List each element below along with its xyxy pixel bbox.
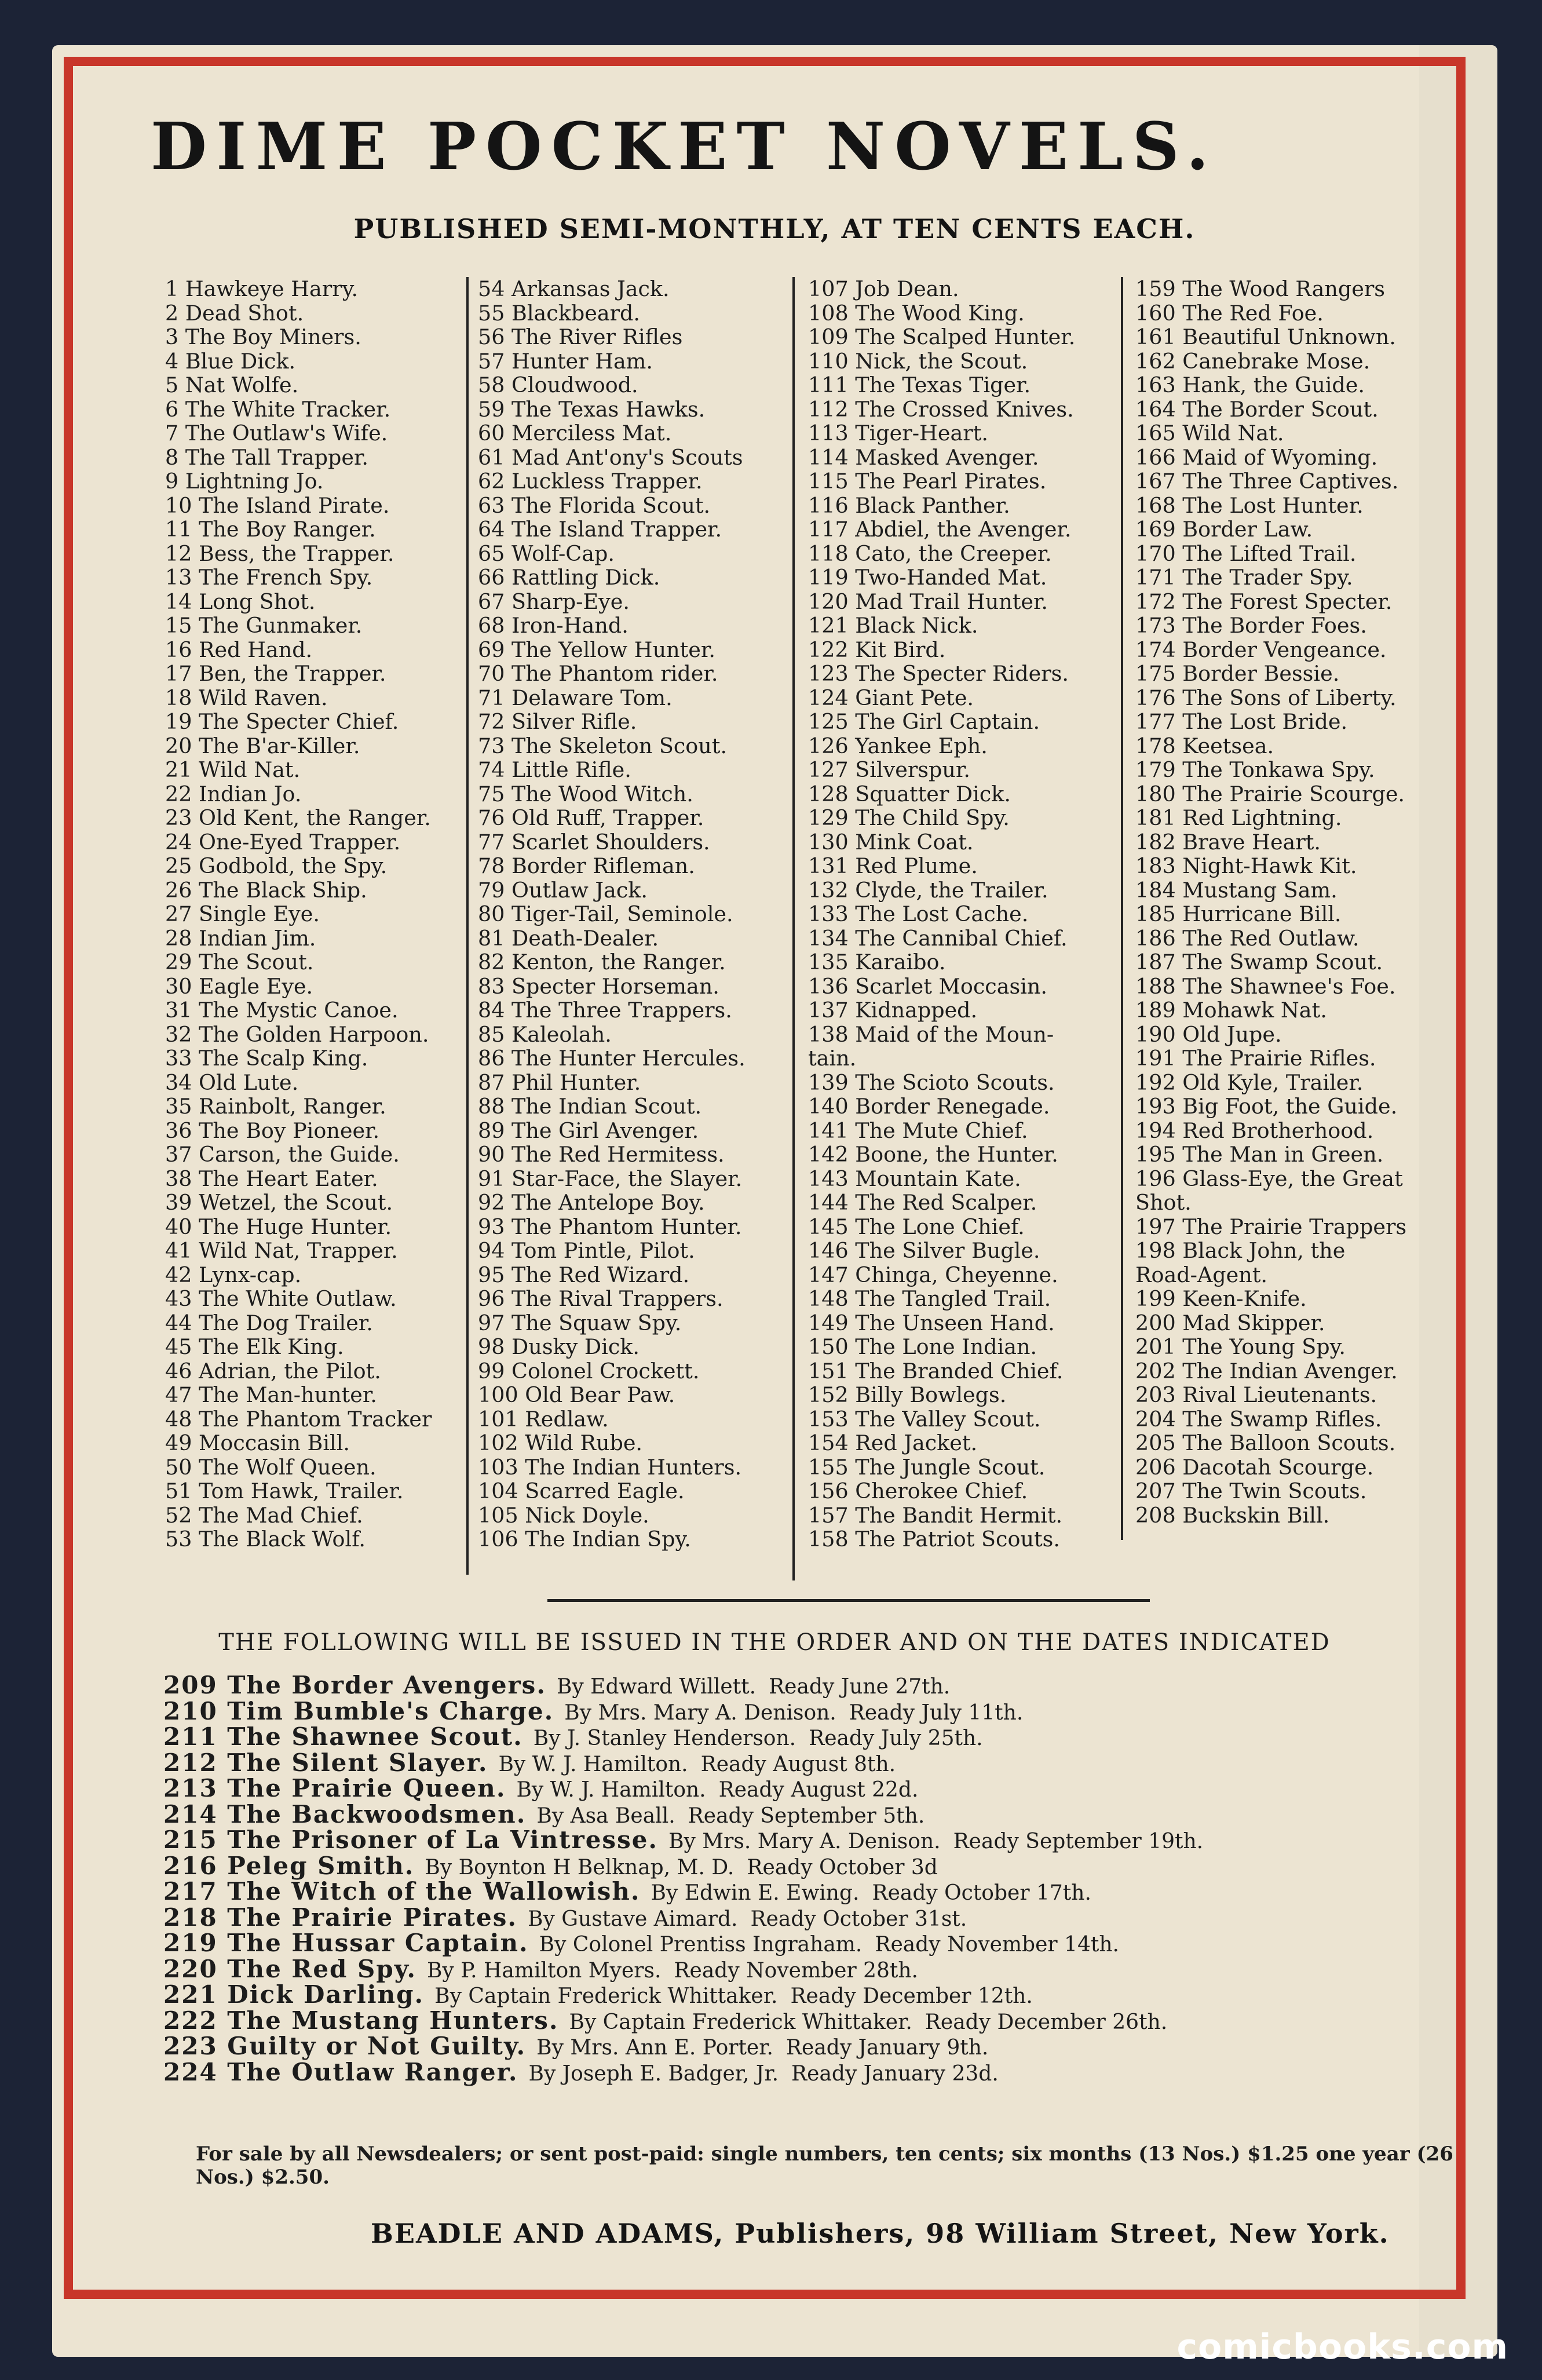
title-list-item: 21 Wild Nat.: [165, 757, 301, 782]
title-list-item: 123 The Specter Riders.: [808, 661, 1069, 686]
title-list-item: 142 Boone, the Hunter.: [808, 1142, 1058, 1167]
title-list-item: tain.: [808, 1046, 857, 1071]
section-divider: [547, 1599, 1150, 1602]
title-list-item: 131 Red Plume.: [808, 853, 978, 878]
title-list-item: 141 The Mute Chief.: [808, 1118, 1028, 1143]
title-list-item: 105 Nick Doyle.: [478, 1502, 649, 1528]
upcoming-title: 222 The Mustang Hunters.: [163, 2006, 559, 2035]
title-list-item: 163 Hank, the Guide.: [1135, 373, 1365, 397]
title-list-item: 12 Bess, the Trapper.: [165, 541, 394, 566]
upcoming-title: 209 The Border Avengers.: [163, 1671, 546, 1699]
title-list-item: 3 The Boy Miners.: [165, 324, 361, 349]
title-list-item: 176 The Sons of Liberty.: [1135, 685, 1397, 710]
title-list-item: 87 Phil Hunter.: [478, 1069, 641, 1095]
title-list-item: 10 The Island Pirate.: [165, 492, 390, 518]
title-list-item: 70 The Phantom rider.: [478, 661, 718, 686]
title-list-item: 84 The Three Trappers.: [478, 998, 732, 1023]
upcoming-author: By Mrs. Mary A. Denison.: [668, 1830, 941, 1853]
title-list-item: 201 The Young Spy.: [1135, 1334, 1346, 1359]
title-list-item: 2 Dead Shot.: [165, 300, 304, 326]
title-list-item: 192 Old Kyle, Trailer.: [1135, 1069, 1364, 1095]
title-list-item: 58 Cloudwood.: [478, 373, 638, 397]
title-list-item: 36 The Boy Pioneer.: [165, 1118, 380, 1143]
title-list-item: 52 The Mad Chief.: [165, 1502, 363, 1528]
upcoming-author: By Captain Frederick Whittaker.: [434, 1984, 778, 2008]
title-list-item: 129 The Child Spy.: [808, 805, 1010, 830]
title-list-item: 37 Carson, the Guide.: [165, 1142, 400, 1167]
title-list-item: 6 The White Tracker.: [165, 396, 391, 422]
title-list-item: 181 Red Lightning.: [1135, 805, 1342, 830]
title-list-item: 134 The Cannibal Chief.: [808, 925, 1068, 951]
upcoming-author: By W. J. Hamilton.: [498, 1752, 688, 1776]
upcoming-item: [163, 1903, 1203, 1932]
upcoming-author: By Gustave Aimard.: [528, 1907, 738, 1931]
title-list-item: 148 The Tangled Trail.: [808, 1286, 1051, 1311]
title-list-item: 165 Wild Nat.: [1135, 421, 1284, 446]
title-list-item: 185 Hurricane Bill.: [1135, 901, 1342, 926]
title-list-item: 152 Billy Bowlegs.: [808, 1382, 1007, 1407]
title-list-item: 182 Brave Heart.: [1135, 829, 1321, 855]
title-list-column-4: [1135, 277, 1497, 1527]
title-list-item: 13 The French Spy.: [165, 565, 373, 590]
upcoming-ready-date: Ready July 11th.: [849, 1700, 1024, 1725]
upcoming-author: By W. J. Hamilton.: [516, 1778, 706, 1802]
title-list-item: 124 Giant Pete.: [808, 685, 974, 710]
title-list-item: 71 Delaware Tom.: [478, 685, 673, 710]
title-list-item: 145 The Lone Chief.: [808, 1214, 1025, 1239]
upcoming-ready-date: Ready November 14th.: [875, 1933, 1119, 1956]
title-list-item: 98 Dusky Dick.: [478, 1334, 640, 1359]
title-list-item: 51 Tom Hawk, Trailer.: [165, 1479, 404, 1503]
title-list-item: 62 Luckless Trapper.: [478, 469, 703, 494]
title-list-item: 11 The Boy Ranger.: [165, 517, 376, 542]
title-list-item: 73 The Skeleton Scout.: [478, 733, 728, 758]
title-list-item: 65 Wolf-Cap.: [478, 541, 615, 566]
title-list-item: 157 The Bandit Hermit.: [808, 1502, 1063, 1528]
title-list-item: 151 The Branded Chief.: [808, 1358, 1064, 1384]
title-list-item: 173 The Border Foes.: [1135, 613, 1367, 638]
title-list-item: 33 The Scalp King.: [165, 1046, 368, 1071]
title-list-item: 99 Colonel Crockett.: [478, 1358, 700, 1384]
title-list-item: 85 Kaleolah.: [478, 1021, 612, 1047]
title-list-item: 80 Tiger-Tail, Seminole.: [478, 901, 733, 926]
upcoming-title: 219 The Hussar Captain.: [163, 1929, 529, 1957]
title-list-item: 40 The Huge Hunter.: [165, 1214, 392, 1239]
title-list-item: 170 The Lifted Trail.: [1135, 541, 1357, 566]
upcoming-title: 224 The Outlaw Ranger.: [163, 2057, 518, 2086]
upcoming-title: 216 Peleg Smith.: [163, 1851, 415, 1880]
title-list-item: 95 The Red Wizard.: [478, 1262, 690, 1287]
title-list-item: 75 The Wood Witch.: [478, 781, 693, 806]
upcoming-author: By Edwin E. Ewing.: [651, 1881, 860, 1905]
title-list-item: 133 The Lost Cache.: [808, 901, 1029, 926]
title-list-item: 198 Black John, the: [1135, 1238, 1346, 1263]
title-list-item: 177 The Lost Bride.: [1135, 709, 1348, 734]
title-list-item: 172 The Forest Specter.: [1135, 589, 1393, 614]
title-list-item: 180 The Prairie Scourge.: [1135, 781, 1405, 806]
column-divider: [792, 277, 795, 1580]
title-list-item: 183 Night-Hawk Kit.: [1135, 853, 1357, 878]
title-list-item: 47 The Man-hunter.: [165, 1382, 377, 1407]
title-list-item: 205 The Balloon Scouts.: [1135, 1430, 1396, 1455]
upcoming-title: 210 Tim Bumble's Charge.: [163, 1696, 554, 1725]
upcoming-ready-date: Ready December 12th.: [790, 1984, 1033, 2008]
upcoming-ready-date: Ready July 25th.: [809, 1726, 983, 1750]
title-list-item: 100 Old Bear Paw.: [478, 1382, 675, 1407]
title-list-item: 113 Tiger-Heart.: [808, 421, 988, 446]
title-list-item: 83 Specter Horseman.: [478, 973, 719, 999]
title-list-item: 38 The Heart Eater.: [165, 1166, 378, 1191]
title-list-item: 169 Border Law.: [1135, 517, 1313, 542]
title-list-item: 162 Canebrake Mose.: [1135, 348, 1371, 374]
upcoming-author: By Mrs. Mary A. Denison.: [564, 1700, 836, 1725]
title-list-item: 171 The Trader Spy.: [1135, 565, 1353, 590]
title-list-item: 112 The Crossed Knives.: [808, 396, 1074, 422]
title-list-item: 60 Merciless Mat.: [478, 421, 672, 446]
title-list-item: 140 Border Renegade.: [808, 1094, 1050, 1119]
upcoming-heading: THE FOLLOWING WILL BE ISSUED IN THE ORDER AND ON THE DATES INDICATED: [218, 1629, 1331, 1656]
title-list-item: 92 The Antelope Boy.: [478, 1190, 705, 1215]
title-list-item: 189 Mohawk Nat.: [1135, 998, 1327, 1023]
title-list-item: 149 The Unseen Hand.: [808, 1310, 1055, 1335]
title-list-item: 4 Blue Dick.: [165, 348, 296, 374]
title-list-item: 174 Border Vengeance.: [1135, 637, 1387, 662]
upcoming-ready-date: Ready October 3d: [747, 1855, 938, 1879]
upcoming-author: By J. Stanley Henderson.: [533, 1726, 796, 1750]
title-list-item: 16 Red Hand.: [165, 637, 313, 662]
title-list-item: 20 The B'ar-Killer.: [165, 733, 360, 758]
title-list-item: 93 The Phantom Hunter.: [478, 1214, 742, 1239]
title-list-item: 22 Indian Jo.: [165, 781, 302, 806]
title-list-item: 59 The Texas Hawks.: [478, 396, 706, 422]
title-list-item: 159 The Wood Rangers: [1135, 276, 1386, 301]
upcoming-ready-date: Ready September 5th.: [688, 1804, 925, 1828]
title-list-item: 15 The Gunmaker.: [165, 613, 363, 638]
upcoming-author: By Boynton H Belknap, M. D.: [425, 1855, 735, 1879]
title-list-item: 191 The Prairie Rifles.: [1135, 1046, 1376, 1071]
title-list-item: 199 Keen-Knife.: [1135, 1286, 1307, 1311]
title-list-item: 143 Mountain Kate.: [808, 1166, 1021, 1191]
title-list-item: 102 Wild Rube.: [478, 1430, 643, 1455]
title-list-column-3: [808, 277, 1144, 1552]
title-list-item: 64 The Island Trapper.: [478, 517, 722, 542]
title-list-item: 78 Border Rifleman.: [478, 853, 695, 878]
upcoming-ready-date: Ready January 9th.: [785, 2036, 989, 2060]
masthead-title: DIME POCKET NOVELS.: [151, 109, 1218, 185]
title-list-item: 27 Single Eye.: [165, 901, 320, 926]
title-list-item: 146 The Silver Bugle.: [808, 1238, 1040, 1263]
title-list-item: 164 The Border Scout.: [1135, 396, 1379, 422]
upcoming-title: 223 Guilty or Not Guilty.: [163, 2032, 527, 2060]
upcoming-author: By Mrs. Ann E. Porter.: [536, 2036, 773, 2060]
title-list-item: 128 Squatter Dick.: [808, 781, 1011, 806]
title-list-item: 56 The River Rifles: [478, 324, 683, 349]
title-list-item: 109 The Scalped Hunter.: [808, 324, 1076, 349]
title-list-item: 119 Two-Handed Mat.: [808, 565, 1047, 590]
title-list-item: 195 The Man in Green.: [1135, 1142, 1384, 1167]
title-list-item: 35 Rainbolt, Ranger.: [165, 1094, 386, 1119]
title-list-item: 89 The Girl Avenger.: [478, 1118, 699, 1143]
title-list-item: 9 Lightning Jo.: [165, 469, 324, 494]
title-list-item: 94 Tom Pintle, Pilot.: [478, 1238, 695, 1263]
upcoming-title: 220 The Red Spy.: [163, 1954, 416, 1983]
upcoming-title: 212 The Silent Slayer.: [163, 1748, 488, 1777]
title-list-item: 155 The Jungle Scout.: [808, 1454, 1046, 1480]
upcoming-item: [163, 1722, 1203, 1751]
title-list-item: 69 The Yellow Hunter.: [478, 637, 715, 662]
title-list-item: 186 The Red Outlaw.: [1135, 925, 1360, 951]
title-list-item: 86 The Hunter Hercules.: [478, 1046, 746, 1071]
upcoming-ready-date: Ready December 26th.: [925, 2010, 1168, 2034]
title-list-item: 31 The Mystic Canoe.: [165, 998, 399, 1023]
upcoming-item: [163, 1748, 1203, 1777]
upcoming-item: [163, 1851, 1203, 1880]
title-list-item: 158 The Patriot Scouts.: [808, 1527, 1060, 1552]
title-list-item: 136 Scarlet Moccasin.: [808, 973, 1047, 999]
title-list-item: 29 The Scout.: [165, 950, 314, 974]
title-list-item: 188 The Shawnee's Foe.: [1135, 973, 1396, 999]
title-list-item: Shot.: [1135, 1190, 1192, 1215]
title-list-column-2: [478, 277, 814, 1552]
watermark-text: comicbooks.com: [1176, 2327, 1508, 2367]
title-list-item: 135 Karaibo.: [808, 950, 946, 974]
title-list-item: Road-Agent.: [1135, 1262, 1268, 1287]
upcoming-title: 213 The Prairie Queen.: [163, 1774, 506, 1802]
title-list-item: 166 Maid of Wyoming.: [1135, 444, 1378, 470]
title-list-item: 25 Godbold, the Spy.: [165, 853, 388, 878]
title-list-item: 184 Mustang Sam.: [1135, 877, 1338, 903]
title-list-item: 34 Old Lute.: [165, 1069, 299, 1095]
title-list-item: 196 Glass-Eye, the Great: [1135, 1166, 1403, 1191]
title-list-item: 76 Old Ruff, Trapper.: [478, 805, 704, 830]
title-list-item: 156 Cherokee Chief.: [808, 1479, 1028, 1503]
title-list-item: 115 The Pearl Pirates.: [808, 469, 1047, 494]
title-list-item: 39 Wetzel, the Scout.: [165, 1190, 393, 1215]
title-list-item: 63 The Florida Scout.: [478, 492, 711, 518]
upcoming-author: By Captain Frederick Whittaker.: [569, 2010, 912, 2034]
upcoming-author: By Joseph E. Badger, Jr.: [528, 2061, 779, 2086]
title-list-item: 200 Mad Skipper.: [1135, 1310, 1325, 1335]
title-list-item: 111 The Texas Tiger.: [808, 373, 1031, 397]
upcoming-author: By Asa Beall.: [536, 1804, 675, 1828]
title-list-item: 108 The Wood King.: [808, 300, 1025, 326]
title-list-item: 103 The Indian Hunters.: [478, 1454, 742, 1480]
column-divider: [466, 277, 469, 1575]
upcoming-title: 218 The Prairie Pirates.: [163, 1903, 518, 1932]
title-list-item: 117 Abdiel, the Avenger.: [808, 517, 1072, 542]
title-list-item: 28 Indian Jim.: [165, 925, 316, 951]
title-list-item: 97 The Squaw Spy.: [478, 1310, 682, 1335]
title-list-item: 179 The Tonkawa Spy.: [1135, 757, 1375, 782]
upcoming-ready-date: Ready November 28th.: [674, 1958, 918, 1983]
title-list-item: 130 Mink Coat.: [808, 829, 974, 855]
title-list-item: 118 Cato, the Creeper.: [808, 541, 1052, 566]
upcoming-ready-date: Ready October 17th.: [872, 1881, 1091, 1905]
title-list-item: 55 Blackbeard.: [478, 300, 641, 326]
title-list-item: 153 The Valley Scout.: [808, 1406, 1041, 1432]
title-list-item: 88 The Indian Scout.: [478, 1094, 702, 1119]
upcoming-item: [163, 1799, 1203, 1828]
title-list-item: 8 The Tall Trapper.: [165, 444, 369, 470]
title-list-item: 77 Scarlet Shoulders.: [478, 829, 710, 855]
upcoming-list: [163, 1673, 1203, 2086]
title-list-item: 90 The Red Hermitess.: [478, 1142, 725, 1167]
title-list-item: 175 Border Bessie.: [1135, 661, 1340, 686]
title-list-item: 168 The Lost Hunter.: [1135, 492, 1364, 518]
title-list-item: 116 Black Panther.: [808, 492, 1010, 518]
title-list-item: 107 Job Dean.: [808, 276, 959, 301]
title-list-item: 154 Red Jacket.: [808, 1430, 978, 1455]
upcoming-item: [163, 2034, 1203, 2060]
upcoming-item: [163, 1931, 1203, 1957]
title-list-item: 208 Buckskin Bill.: [1135, 1502, 1330, 1528]
title-list-item: 202 The Indian Avenger.: [1135, 1358, 1398, 1384]
upcoming-item: [163, 1776, 1203, 1802]
title-list-item: 104 Scarred Eagle.: [478, 1479, 685, 1503]
title-list-item: 61 Mad Ant'ony's Scouts: [478, 444, 743, 470]
title-list-item: 120 Mad Trail Hunter.: [808, 589, 1048, 614]
title-list-item: 32 The Golden Harpoon.: [165, 1021, 429, 1047]
title-list-item: 82 Kenton, the Ranger.: [478, 950, 726, 974]
title-list-item: 43 The White Outlaw.: [165, 1286, 397, 1311]
title-list-item: 79 Outlaw Jack.: [478, 877, 648, 903]
title-list-item: 57 Hunter Ham.: [478, 348, 653, 374]
upcoming-item: [163, 1673, 1203, 1699]
title-list-item: 54 Arkansas Jack.: [478, 276, 670, 301]
column-divider: [1121, 277, 1123, 1540]
title-list-item: 18 Wild Raven.: [165, 685, 328, 710]
title-list-column-1: [165, 277, 501, 1552]
upcoming-author: By P. Hamilton Myers.: [426, 1958, 662, 1983]
upcoming-item: [163, 1696, 1203, 1725]
title-list-item: 5 Nat Wolfe.: [165, 373, 299, 397]
title-list-item: 139 The Scioto Scouts.: [808, 1069, 1055, 1095]
upcoming-title: 214 The Backwoodsmen.: [163, 1799, 527, 1828]
upcoming-item: [163, 2006, 1203, 2035]
title-list-item: 24 One-Eyed Trapper.: [165, 829, 401, 855]
upcoming-author: By Edward Willett.: [556, 1675, 757, 1699]
upcoming-title: 217 The Witch of the Wallowish.: [163, 1877, 641, 1906]
title-list-item: 187 The Swamp Scout.: [1135, 950, 1383, 974]
title-list-item: 167 The Three Captives.: [1135, 469, 1399, 494]
upcoming-author: By Colonel Prentiss Ingraham.: [539, 1933, 863, 1956]
title-list-item: 114 Masked Avenger.: [808, 444, 1039, 470]
title-list-item: 44 The Dog Trailer.: [165, 1310, 373, 1335]
title-list-item: 203 Rival Lieutenants.: [1135, 1382, 1377, 1407]
title-list-item: 23 Old Kent, the Ranger.: [165, 805, 431, 830]
title-list-item: 30 Eagle Eye.: [165, 973, 313, 999]
title-list-item: 207 The Twin Scouts.: [1135, 1479, 1367, 1503]
title-list-item: 42 Lynx-cap.: [165, 1262, 302, 1287]
upcoming-ready-date: Ready September 19th.: [953, 1830, 1204, 1853]
publisher-line: BEADLE AND ADAMS, Publishers, 98 William Street, New York.: [371, 2218, 1390, 2249]
title-list-item: 125 The Girl Captain.: [808, 709, 1040, 734]
title-list-item: 50 The Wolf Queen.: [165, 1454, 377, 1480]
title-list-item: 121 Black Nick.: [808, 613, 978, 638]
title-list-item: 53 The Black Wolf.: [165, 1527, 366, 1552]
title-list-item: 17 Ben, the Trapper.: [165, 661, 386, 686]
upcoming-item: [163, 1980, 1203, 2009]
title-list-item: 197 The Prairie Trappers: [1135, 1214, 1407, 1239]
title-list-item: 206 Dacotah Scourge.: [1135, 1454, 1374, 1480]
title-list-item: 26 The Black Ship.: [165, 877, 367, 903]
sale-notice: For sale by all Newsdealers; or sent post-paid: single numbers, ten cents; six months (13 Nos.) $1.25 one year (26 Nos.) $2.50.: [196, 2142, 1453, 2189]
upcoming-title: 221 Dick Darling.: [163, 1980, 425, 2009]
title-list-item: 161 Beautiful Unknown.: [1135, 324, 1396, 349]
upcoming-item: [163, 1879, 1203, 1906]
title-list-item: 110 Nick, the Scout.: [808, 348, 1028, 374]
title-list-item: 49 Moccasin Bill.: [165, 1430, 350, 1455]
title-list-item: 72 Silver Rifle.: [478, 709, 637, 734]
title-list-item: 101 Redlaw.: [478, 1406, 609, 1432]
masthead-subtitle: PUBLISHED SEMI-MONTHLY, AT TEN CENTS EACH.: [353, 213, 1196, 244]
title-list-item: 46 Adrian, the Pilot.: [165, 1358, 381, 1384]
title-list-item: 68 Iron-Hand.: [478, 613, 629, 638]
upcoming-ready-date: Ready August 22d.: [718, 1778, 919, 1802]
title-list-item: 150 The Lone Indian.: [808, 1334, 1037, 1359]
title-list-item: 96 The Rival Trappers.: [478, 1286, 724, 1311]
title-list-item: 178 Keetsea.: [1135, 733, 1274, 758]
upcoming-item: [163, 1954, 1203, 1983]
title-list-item: 66 Rattling Dick.: [478, 565, 660, 590]
title-list-item: 67 Sharp-Eye.: [478, 589, 630, 614]
title-list-item: 91 Star-Face, the Slayer.: [478, 1166, 743, 1191]
title-list-item: 190 Old Jupe.: [1135, 1021, 1282, 1047]
title-list-item: 204 The Swamp Rifles.: [1135, 1406, 1382, 1432]
upcoming-ready-date: Ready August 8th.: [700, 1752, 896, 1776]
title-list-item: 45 The Elk King.: [165, 1334, 344, 1359]
title-list-item: 14 Long Shot.: [165, 589, 316, 614]
upcoming-title: 215 The Prisoner of La Vintresse.: [163, 1826, 659, 1854]
upcoming-item: [163, 2057, 1203, 2086]
upcoming-ready-date: Ready January 23d.: [791, 2061, 999, 2086]
title-list-item: 127 Silverspur.: [808, 757, 970, 782]
title-list-item: 41 Wild Nat, Trapper.: [165, 1238, 398, 1263]
title-list-item: 160 The Red Foe.: [1135, 300, 1324, 326]
upcoming-ready-date: Ready October 31st.: [750, 1907, 967, 1931]
title-list-item: 122 Kit Bird.: [808, 637, 946, 662]
title-list-item: 7 The Outlaw's Wife.: [165, 421, 388, 446]
back-cover-page: [52, 45, 1497, 2357]
title-list-item: 81 Death-Dealer.: [478, 925, 659, 951]
title-list-item: 48 The Phantom Tracker: [165, 1406, 432, 1432]
title-list-item: 138 Maid of the Moun-: [808, 1021, 1054, 1047]
title-list-item: 137 Kidnapped.: [808, 998, 978, 1023]
title-list-item: 106 The Indian Spy.: [478, 1527, 691, 1552]
title-list-item: 193 Big Foot, the Guide.: [1135, 1094, 1398, 1119]
title-list-item: 1 Hawkeye Harry.: [165, 276, 359, 301]
title-list-item: 132 Clyde, the Trailer.: [808, 877, 1048, 903]
title-list-item: 74 Little Rifle.: [478, 757, 631, 782]
upcoming-item: [163, 1828, 1203, 1854]
title-list-item: 194 Red Brotherhood.: [1135, 1118, 1374, 1143]
title-list-item: 126 Yankee Eph.: [808, 733, 988, 758]
title-list-item: 19 The Specter Chief.: [165, 709, 399, 734]
upcoming-title: 211 The Shawnee Scout.: [163, 1722, 523, 1751]
title-list-item: 144 The Red Scalper.: [808, 1190, 1037, 1215]
upcoming-ready-date: Ready June 27th.: [769, 1675, 951, 1699]
title-list-item: 147 Chinga, Cheyenne.: [808, 1262, 1058, 1287]
